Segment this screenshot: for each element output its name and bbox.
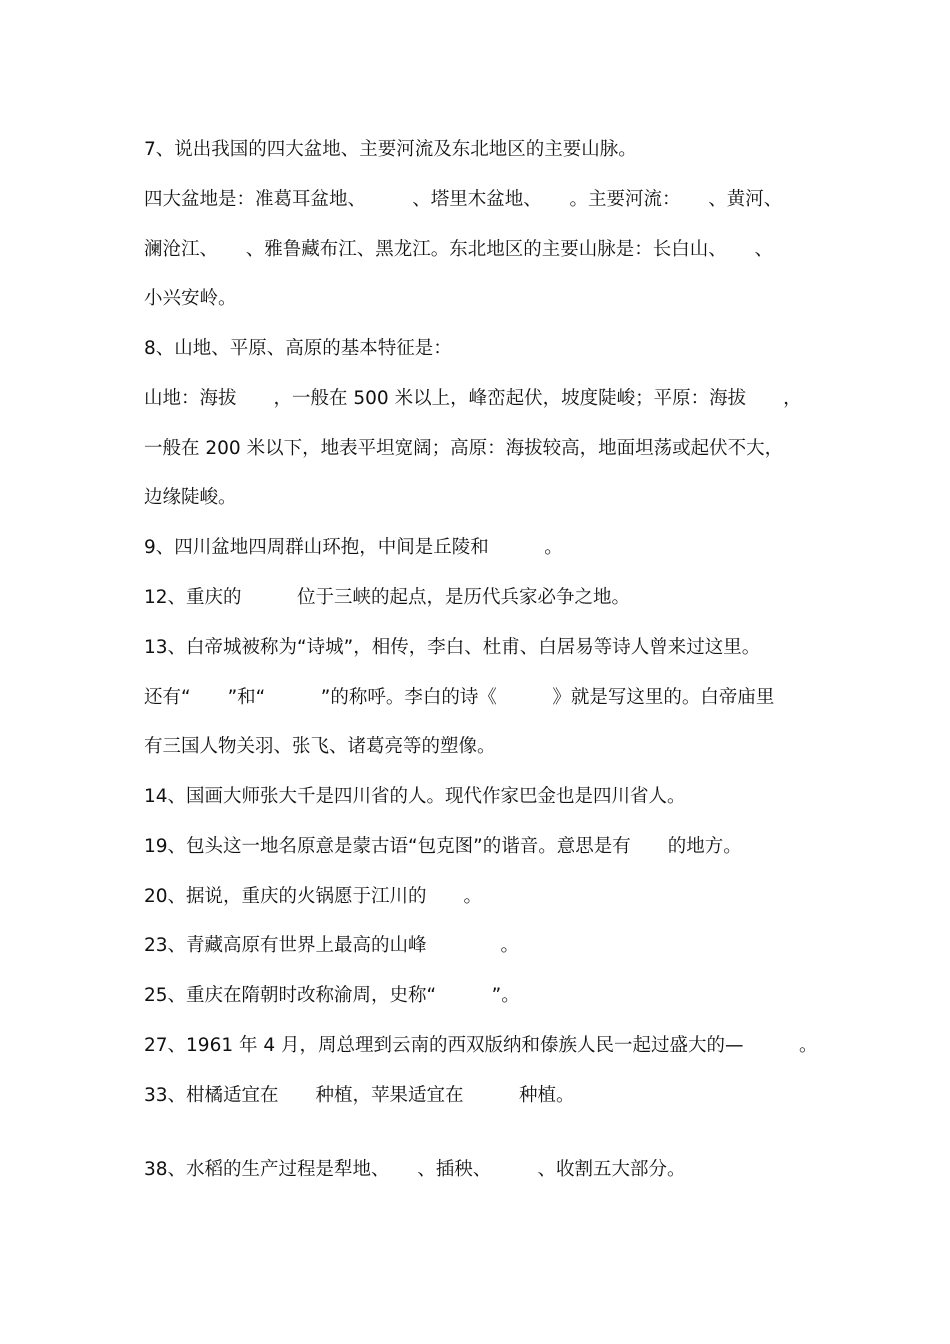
question-20: 20、据说，重庆的火锅愿于江川的 。 — [144, 886, 483, 907]
question-38: 38、水稻的生产过程是犁地、 、插秧、 、收割五大部分。 — [144, 1159, 686, 1180]
question-12: 12、重庆的 位于三峡的起点，是历代兵家必争之地。 — [144, 587, 631, 608]
question-23: 23、青藏高原有世界上最高的山峰 。 — [144, 935, 520, 956]
question-7-answer-line-2: 澜沧江、 、雅鲁藏布江、黑龙江。东北地区的主要山脉是：长白山、 、 — [144, 239, 774, 260]
question-8-answer-line-3: 边缘陡峻。 — [144, 487, 237, 508]
question-7-title: 7、说出我国的四大盆地、主要河流及东北地区的主要山脉。 — [144, 139, 637, 160]
question-14: 14、国画大师张大千是四川省的人。现代作家巴金也是四川省人。 — [144, 786, 686, 807]
question-19: 19、包头这一地名原意是蒙古语“包克图”的谐音。意思是有 的地方。 — [144, 836, 742, 857]
question-33: 33、柑橘适宜在 种植，苹果适宜在 种植。 — [144, 1085, 575, 1106]
question-13-line-2: 还有“ ”和“ ”的称呼。李白的诗《 》就是写这里的。白帝庙里 — [144, 687, 775, 708]
question-25: 25、重庆在隋朝时改称渝周，史称“ ”。 — [144, 985, 520, 1006]
question-13-line-1: 13、白帝城被称为“诗城”，相传，李白、杜甫、白居易等诗人曾来过这里。 — [144, 637, 761, 658]
question-8-title: 8、山地、平原、高原的基本特征是： — [144, 338, 452, 359]
question-7-answer-line-1: 四大盆地是：准葛耳盆地、 、塔里木盆地、 。主要河流： 、黄河、 — [144, 189, 783, 210]
question-27: 27、1961 年 4 月，周总理到云南的西双版纳和傣族人民一起过盛大的— 。 — [144, 1035, 818, 1056]
question-8-answer-line-1: 山地：海拔 ，一般在 500 米以上，峰峦起伏，坡度陡峻；平原：海拔 ， — [144, 388, 802, 409]
question-9: 9、四川盆地四周群山环抱，中间是丘陵和 。 — [144, 537, 563, 558]
question-8-answer-line-2: 一般在 200 米以下，地表平坦宽阔；高原：海拔较高，地面坦荡或起伏不大， — [144, 438, 784, 459]
question-13-line-3: 有三国人物关羽、张飞、诸葛亮等的塑像。 — [144, 736, 496, 757]
question-7-answer-line-3: 小兴安岭。 — [144, 288, 237, 309]
